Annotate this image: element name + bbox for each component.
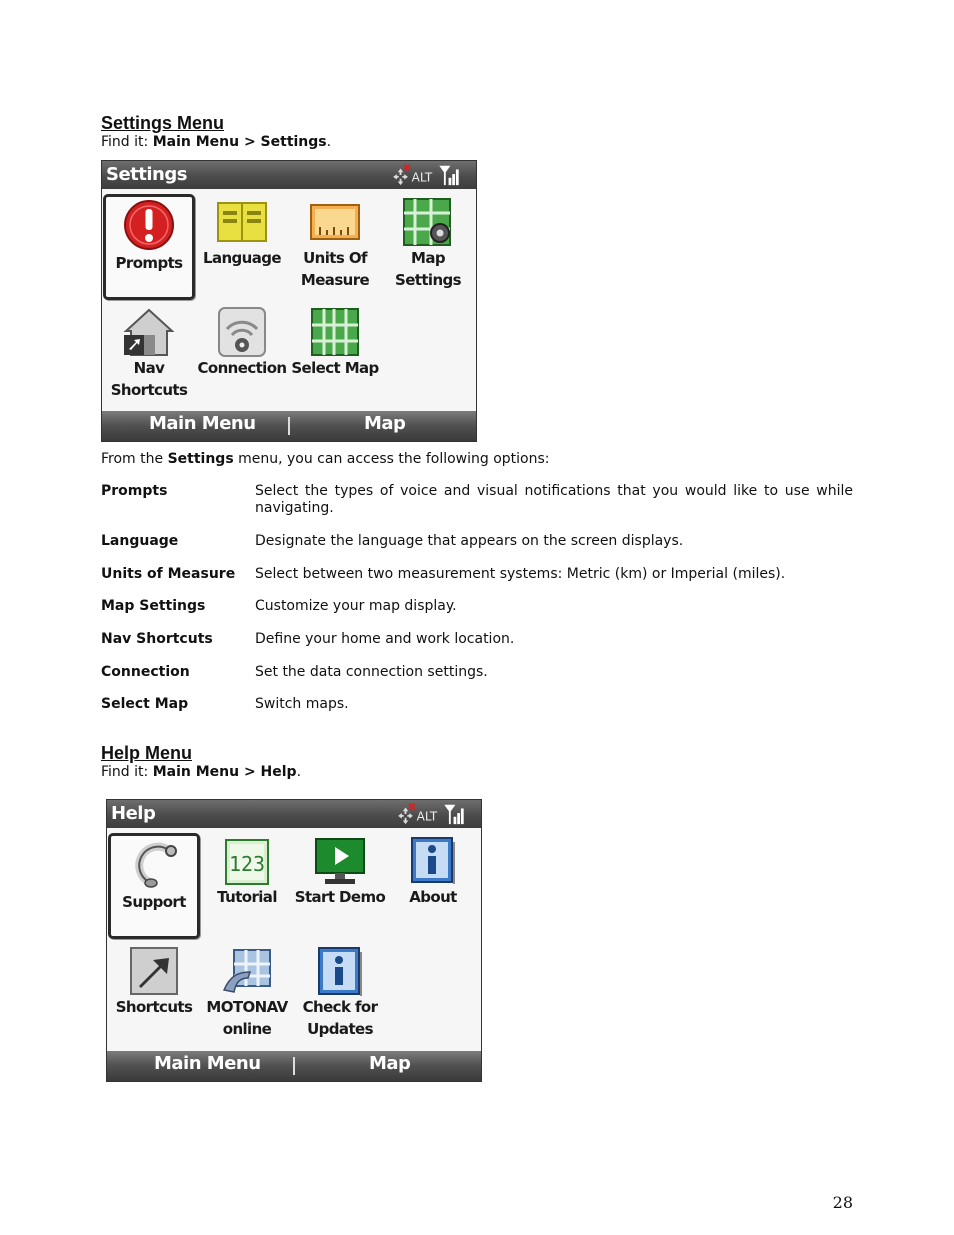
map-hand-icon (220, 946, 274, 996)
option-term: Nav Shortcuts (101, 631, 213, 647)
option-term: Map Settings (101, 598, 206, 614)
settings-find-it: Find it: Main Menu > Settings. (101, 134, 332, 150)
tile-label-line2: Shortcuts (110, 381, 188, 399)
tile-label: Language (202, 249, 281, 267)
tile-label: Support (122, 893, 186, 911)
tile-label: Start Demo (294, 888, 386, 906)
info-update-icon (313, 946, 367, 996)
tile-check-for-updates[interactable] (294, 946, 386, 1040)
option-description: Select between two measurement systems: Metric (km) or Imperial (miles). (255, 566, 786, 582)
title-bar (107, 800, 481, 828)
map-gear-icon (401, 197, 455, 247)
play-monitor-icon (313, 836, 367, 886)
screen-title: Settings (106, 164, 187, 185)
tile-label-line2: Updates (307, 1020, 373, 1038)
map-softkey[interactable]: Map (369, 1053, 411, 1074)
wifi-gear-icon (215, 307, 269, 357)
tile-label: Shortcuts (115, 998, 193, 1016)
disconnect-x-icon (409, 804, 415, 810)
tile-label-line2: Settings (394, 271, 461, 289)
arrow-icon (127, 946, 181, 996)
tile-map-settings[interactable] (382, 197, 474, 291)
tile-label-line1: Units Of (303, 249, 367, 267)
disconnect-x-icon (404, 165, 410, 171)
soft-key-bar (107, 1051, 481, 1081)
option-description: Set the data connection settings. (255, 664, 488, 680)
svg-text:123: 123 (228, 852, 266, 876)
ruler-icon (308, 197, 362, 247)
settings-intro: From the Settings menu, you can access the following options: (101, 451, 550, 467)
tile-label-line1: Nav (133, 359, 165, 377)
tile-label: Select Map (291, 359, 379, 377)
tile-motonav-online[interactable] (201, 946, 293, 1040)
tile-shortcuts[interactable] (108, 946, 200, 1018)
tutorial-123-icon (220, 836, 274, 886)
signal-icon (444, 805, 463, 824)
tile-label-line2: Measure (300, 271, 370, 289)
option-term: Prompts (101, 483, 168, 499)
main-menu-softkey[interactable]: Main Menu (149, 413, 256, 434)
gps-arrows-icon (398, 808, 413, 825)
help-find-it: Find it: Main Menu > Help. (101, 764, 302, 780)
map-softkey[interactable]: Map (364, 413, 406, 434)
info-icon (406, 836, 460, 886)
map-grid-icon (308, 307, 362, 357)
tile-label-line1: MOTONAV (206, 998, 288, 1016)
option-description: Designate the language that appears on the screen displays. (255, 533, 684, 549)
tile-label: Prompts (115, 254, 183, 272)
book-icon (215, 197, 269, 247)
page-number: 28 (832, 1193, 853, 1212)
tile-label: Tutorial (217, 888, 277, 906)
tile-prompts[interactable] (103, 194, 195, 300)
tile-about[interactable] (387, 836, 479, 908)
signal-icon (439, 166, 458, 185)
alt-label: ALT (411, 170, 433, 185)
tile-language[interactable] (196, 197, 288, 269)
exclamation-icon (122, 198, 176, 252)
tile-label-line1: Map (411, 249, 445, 267)
tile-label: Connection (197, 359, 287, 377)
status-icons (390, 163, 472, 187)
tile-support[interactable] (108, 833, 200, 939)
settings-screenshot (101, 160, 477, 442)
help-find-path: Main Menu > Help (152, 764, 297, 780)
house-icon (122, 307, 176, 357)
tile-select-map[interactable] (289, 307, 381, 379)
title-bar (102, 161, 476, 189)
option-term: Connection (101, 664, 190, 680)
screen-title: Help (111, 803, 156, 824)
softkey-divider (288, 417, 290, 435)
gps-arrows-icon (393, 169, 408, 186)
settings-find-path: Main Menu > Settings (152, 134, 327, 150)
tile-start-demo[interactable] (294, 836, 386, 908)
option-description: Define your home and work location. (255, 631, 515, 647)
tile-label: About (409, 888, 457, 906)
help-screenshot (106, 799, 482, 1082)
option-description: Customize your map display. (255, 598, 457, 614)
option-term: Units of Measure (101, 566, 236, 582)
option-term: Language (101, 533, 179, 549)
settings-menu-heading: Settings Menu (101, 113, 225, 133)
option-description: Select the types of voice and visual notifications that you would like to use while navigating. (255, 483, 853, 516)
softkey-divider (293, 1057, 295, 1075)
soft-key-bar (102, 411, 476, 441)
help-menu-heading: Help Menu (101, 743, 193, 763)
tile-connection[interactable] (196, 307, 288, 379)
option-description: Switch maps. (255, 696, 349, 712)
headset-icon (127, 837, 181, 891)
option-term: Select Map (101, 696, 189, 712)
status-icons (395, 802, 477, 826)
tile-label-line2: online (222, 1020, 272, 1038)
tile-nav-shortcuts[interactable] (103, 307, 195, 401)
tile-units-of-measure[interactable] (289, 197, 381, 291)
tile-tutorial[interactable] (201, 836, 293, 908)
alt-label: ALT (416, 809, 438, 824)
main-menu-softkey[interactable]: Main Menu (154, 1053, 261, 1074)
tile-label-line1: Check for (302, 998, 378, 1016)
